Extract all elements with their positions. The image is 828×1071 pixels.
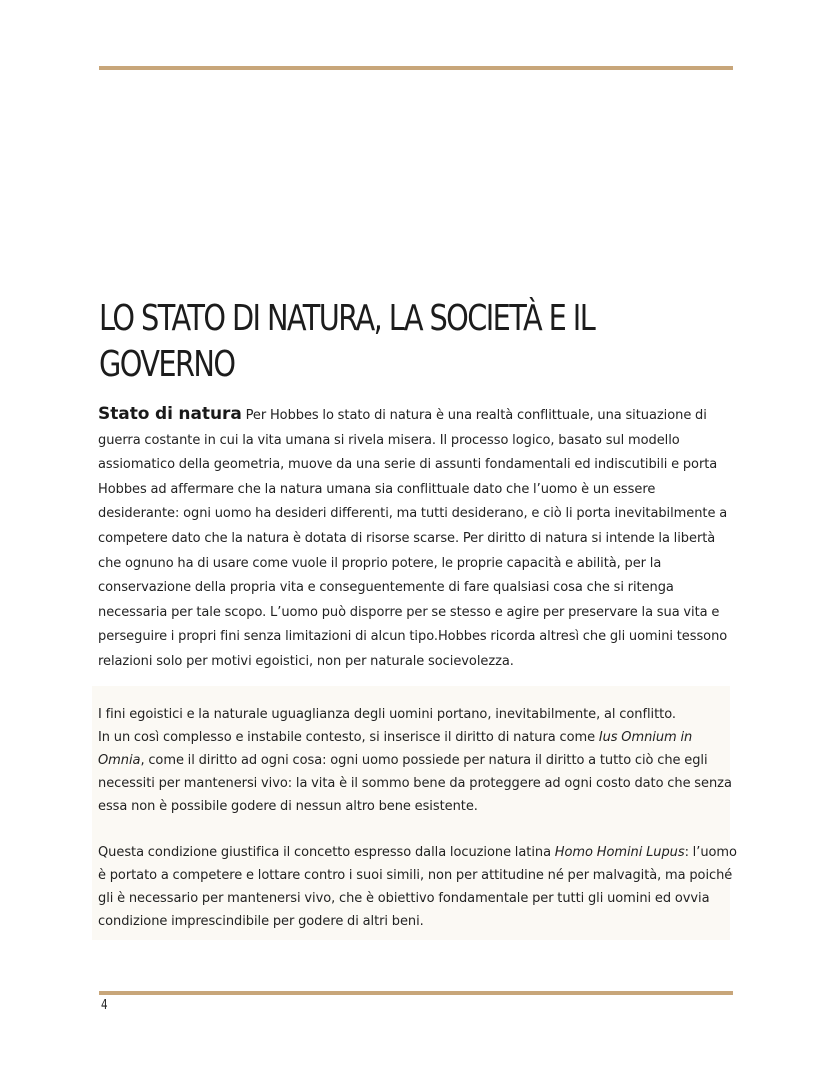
page-title-line-2: GOVERNO	[99, 344, 235, 385]
intro-text: Per Hobbes lo stato di natura è una realtà conflittuale, una situazione di guerra costante in cui la vita umana si rivela misera. Il processo logico, basato sul modello assiomatico della geometria, muove da una serie di assunti fondamentali ed indiscutibili e porta Hobbes ad affermare che la natura umana sia conflittuale dato che l’uomo è un essere desiderante: ogni uomo ha desideri differenti, ma tutti desiderano, e ciò li porta inevitabilmente a competere dato che la natura è dotata di risorse scarse. Per diritto di natura si intende la libertà che ognuno ha di usare come vuole il proprio potere, le proprie capacità e abilità, per la conservazione della propria vita e conseguentemente di fare qualsiasi cosa che si ritenga necessaria per tale scopo. L’uomo può disporre per se stesso e agire per preservare la sua vita e perseguire i propri fini senza limitazioni di alcun tipo.Hobbes ricorda altresì che gli uomini tessono relazioni solo per motivi egoistici, non per naturale socievolezza.	[98, 408, 728, 669]
top-divider	[99, 66, 733, 70]
highlight-box	[92, 686, 737, 940]
latin-phrase-ius-omnium: Ius Omnium in Omnia	[98, 730, 693, 768]
page-number: 4	[101, 998, 108, 1013]
bottom-divider	[99, 991, 733, 995]
page-title	[99, 296, 723, 388]
box-paragraph-2	[98, 841, 738, 933]
section-heading: Stato di natura	[98, 404, 242, 424]
box-paragraph-1	[98, 703, 738, 818]
box-paragraph-2-text-end: : l’uomo è portato a competere e lottare contro i suoi simili, non per attitudine né per malvagità, ma poiché gli è necessario per mantenersi vivo, che è obiettivo fondamentale per tutti gli uomini ed ovvia condizione imprescindibile per godere di altri beni.	[98, 845, 737, 929]
latin-phrase-homo-homini-lupus: Homo Homini Lupus	[554, 845, 685, 860]
box-paragraph-1-text: In un così complesso e instabile contesto, si inserisce il diritto di natura come	[98, 730, 599, 745]
intro-paragraph	[98, 402, 738, 675]
box-paragraph-1-line-1: I fini egoistici e la naturale uguaglianza degli uomini portano, inevitabilmente, al conflitto.	[98, 707, 676, 722]
box-paragraph-2-text: Questa condizione giustifica il concetto espresso dalla locuzione latina	[98, 845, 555, 860]
page-title-line-1: LO STATO DI NATURA, LA SOCIETÀ E IL	[99, 298, 595, 339]
box-paragraph-1-text-end: , come il diritto ad ogni cosa: ogni uomo possiede per natura il diritto a tutto ciò che egli necessiti per mantenersi vivo: la vita è il sommo bene da proteggere ad ogni costo dato che senza essa non è possibile godere di nessun altro bene esistente.	[98, 753, 732, 814]
